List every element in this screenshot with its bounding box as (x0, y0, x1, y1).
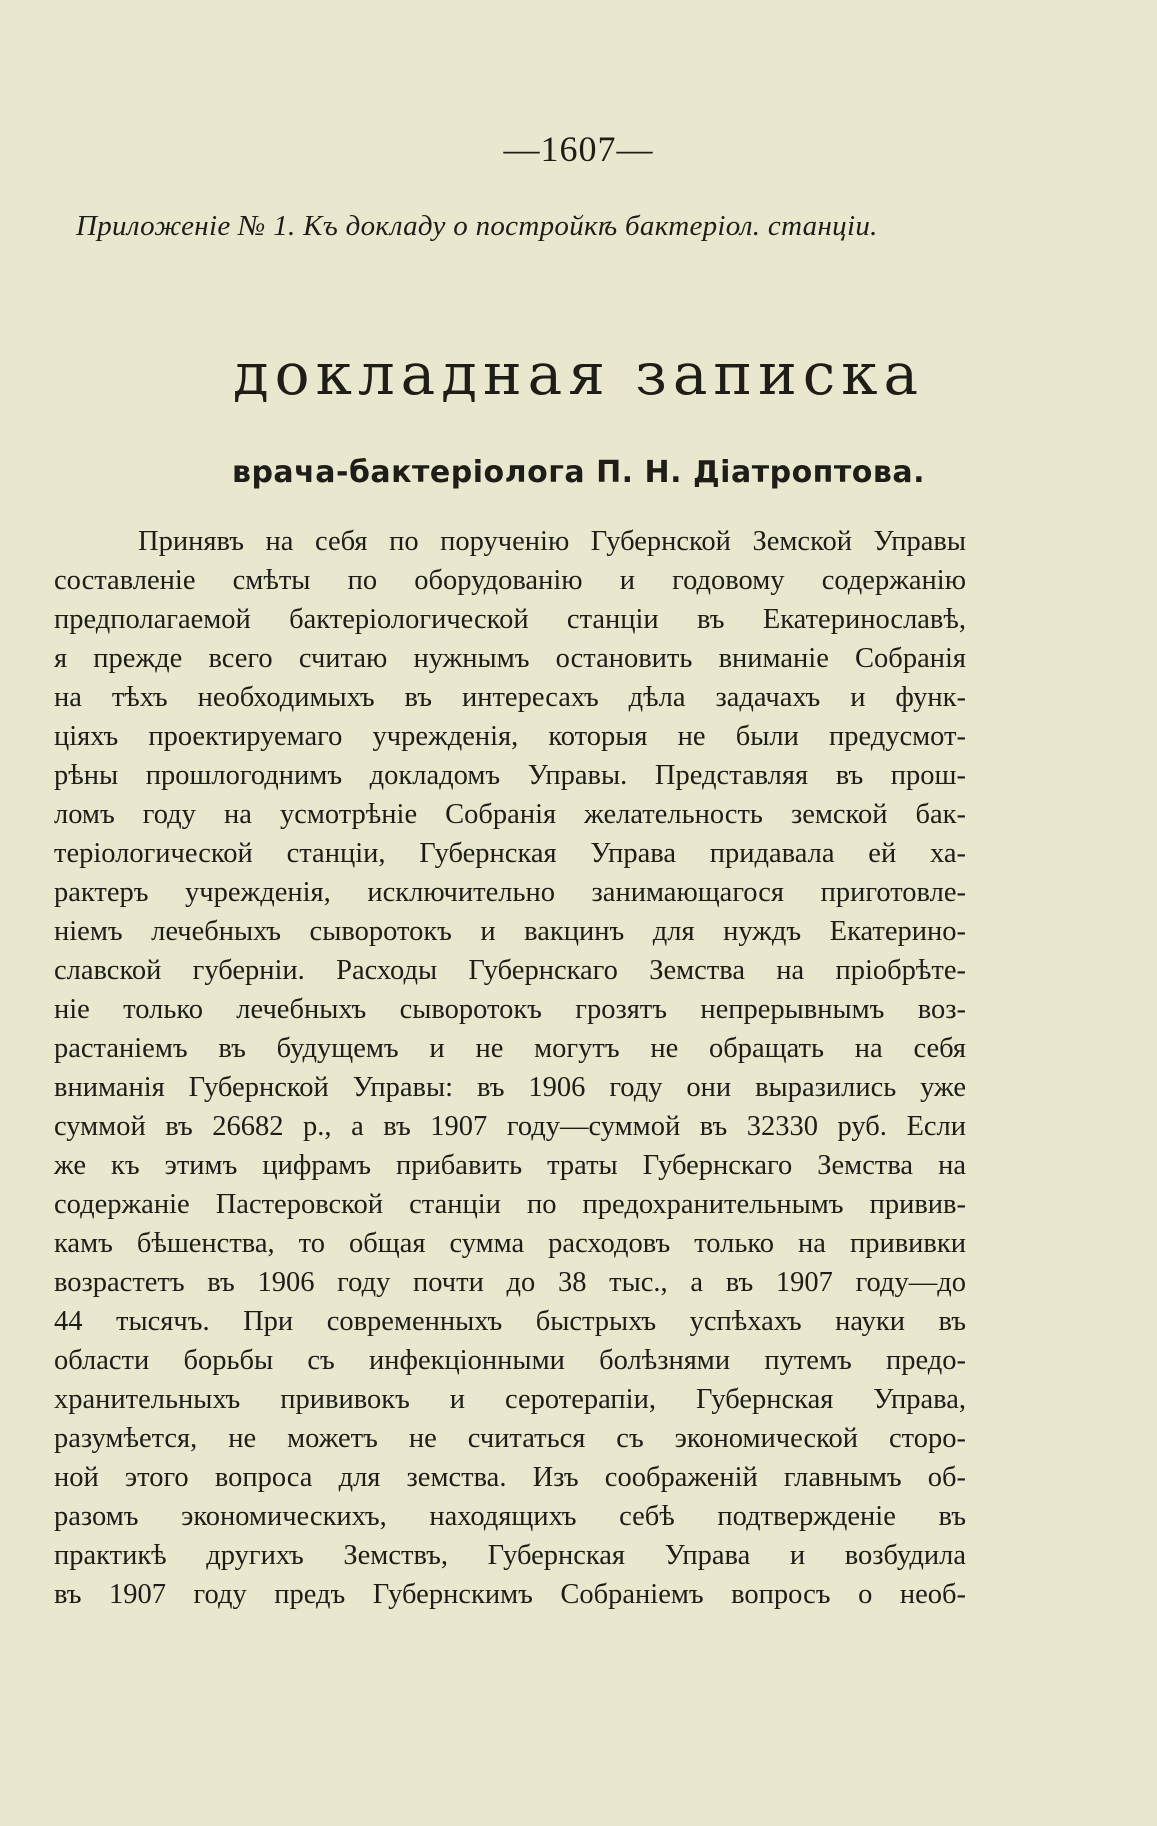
text-line: ной этого вопроса для земства. Изъ соображеній главнымъ об- (54, 1462, 966, 1493)
text-line: ломъ году на усмотрѣніе Собранія желательность земской бак- (54, 799, 966, 830)
text-line: въ 1907 году предъ Губернскимъ Собраніемъ вопросъ о необ- (54, 1579, 966, 1610)
text-line: же къ этимъ цифрамъ прибавить траты Губернскаго Земства на (54, 1150, 966, 1181)
text-line: предполагаемой бактеріологической станціи въ Екатеринославѣ, (54, 604, 966, 635)
text-line: рѣны прошлогоднимъ докладомъ Управы. Представляя въ прош- (54, 760, 966, 791)
text-line: 44 тысячъ. При современныхъ быстрыхъ успѣхахъ науки въ (54, 1306, 966, 1337)
text-line: камъ бѣшенства, то общая сумма расходовъ только на прививки (54, 1228, 966, 1259)
document-subtitle: врача-бактеріолога П. Н. Діатроптова. (231, 455, 926, 490)
text-line: хранительныхъ прививокъ и серотерапіи, Губернская Управа, (54, 1384, 966, 1415)
text-line: ніемъ лечебныхъ сыворотокъ и вакцинъ для нуждъ Екатерино- (54, 916, 966, 947)
text-line: разомъ экономическихъ, находящихъ себѣ подтвержденіе въ (54, 1501, 966, 1532)
text-line: я прежде всего считаю нужнымъ остановить вниманіе Собранія (54, 643, 966, 674)
appendix-note: Приложеніе № 1. Къ докладу о постройкѣ бактеріол. станціи. (76, 210, 878, 242)
document-title: докладная записка (232, 340, 925, 408)
text-line: ціяхъ проектируемаго учрежденія, которыя не были предусмот- (54, 721, 966, 752)
text-line: составленіе смѣты по оборудованію и годовому содержанію (54, 565, 966, 596)
text-line: на тѣхъ необходимыхъ въ интересахъ дѣла задачахъ и функ- (54, 682, 966, 713)
text-line: разумѣется, не можетъ не считаться съ экономической сторо- (54, 1423, 966, 1454)
text-line: области борьбы съ инфекціонными болѣзнями путемъ предо- (54, 1345, 966, 1376)
text-line: суммой въ 26682 р., а въ 1907 году—суммой въ 32330 руб. Если (54, 1111, 966, 1142)
text-line: содержаніе Пастеровской станціи по предохранительнымъ привив- (54, 1189, 966, 1220)
text-line: рактеръ учрежденія, исключительно занимающагося приготовле- (54, 877, 966, 908)
text-line: вниманія Губернской Управы: въ 1906 году они выразились уже (54, 1072, 966, 1103)
text-line: славской губерніи. Расходы Губернскаго Земства на пріобрѣте- (54, 955, 966, 986)
text-line: ніе только лечебныхъ сыворотокъ грозятъ непрерывнымъ воз- (54, 994, 966, 1025)
text-line: теріологической станціи, Губернская Управа придавала ей ха- (54, 838, 966, 869)
text-line: возрастетъ въ 1906 году почти до 38 тыс., а въ 1907 году—до (54, 1267, 966, 1298)
text-line: растаніемъ въ будущемъ и не могутъ не обращать на себя (54, 1033, 966, 1064)
text-line: практикѣ другихъ Земствъ, Губернская Управа и возбудила (54, 1540, 966, 1571)
body-paragraph (54, 522, 966, 1614)
page-number: —1607— (503, 129, 654, 169)
text-line: Принявъ на себя по порученію Губернской Земской Управы (138, 526, 966, 557)
